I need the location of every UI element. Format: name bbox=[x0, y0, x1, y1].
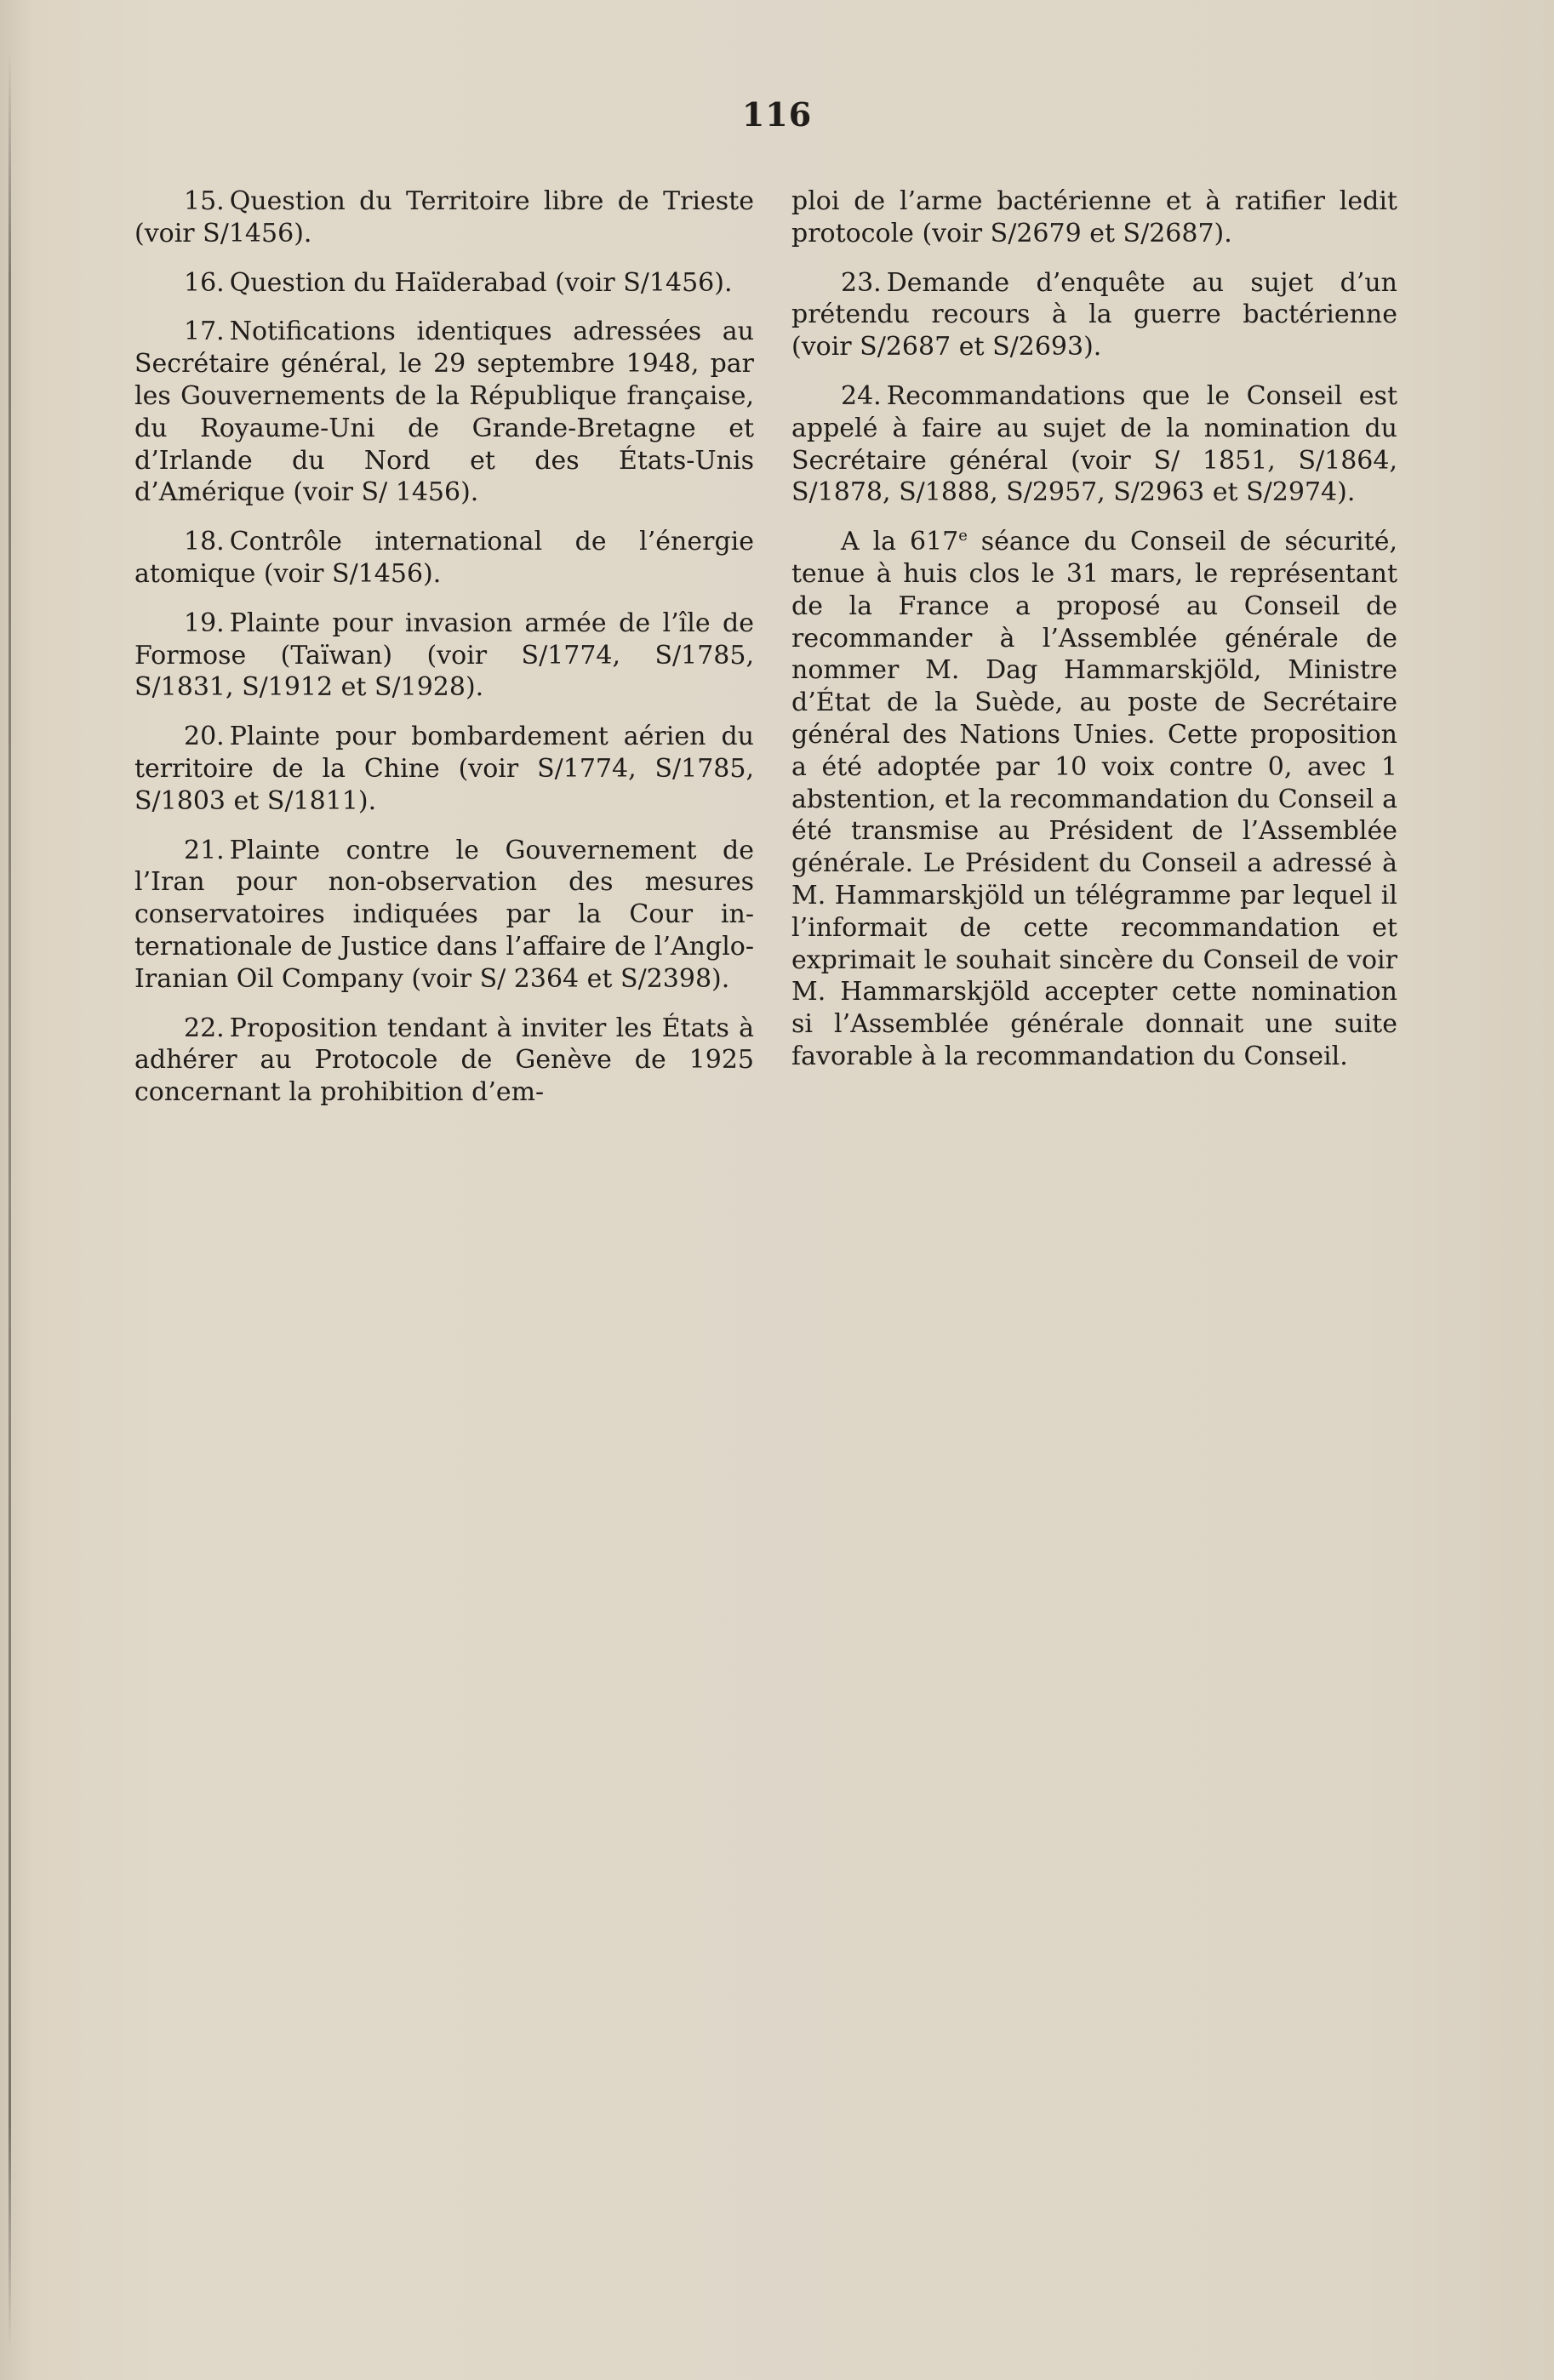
item-text: Plainte contre le Gouvernement de l’Iran pour non-observation des mesures conservatoires indiquées par la Cour internationale de Justice dans l’affaire de l’Anglo-Iranian Oil Company (voir S/ 2364 et S/2398). bbox=[134, 835, 754, 994]
list-item bbox=[791, 267, 1397, 363]
item-text: Notifications identiques adressées au Secrétaire général, le 29 septembre 1948, par les Gouvernements de la République française, du Royaume-Uni de Grande-Bretagne et d’Irlande du Nord et des États-Unis d’Amérique (voir S/ 1456). bbox=[134, 317, 754, 508]
list-item bbox=[134, 185, 754, 250]
list-item bbox=[134, 316, 754, 509]
item-text: Proposition tendant à inviter les États à adhérer au Protocole de Genève de 1925 concernant la prohibition d’em- bbox=[134, 1013, 754, 1108]
right-column bbox=[791, 185, 1397, 1073]
item-number: 17. bbox=[184, 317, 225, 347]
closing-text: séance du Conseil de sécurité, tenue à huis clos le 31 mars, le représentant de la France a proposé au Conseil de recommander à l’Assemblée générale de nommer M. Dag Hammarskjöld, Ministre d’État de la Suède, au poste de Secrétaire général des Nations Unies. Cette proposition a été adoptée par 10 voix contre 0, avec 1 abstention, et la recommandation du Conseil a été transmise au Président de l’Assemblée générale. Le Président du Conseil a adressé à M. Hammarskjöld un télégramme par lequel il l’informait de cette recommandation et exprimait le souhait sincère du Conseil de voir M. Hammarskjöld accepter cette nomination si l’Assemblée générale donnait une suite favorable à la recommandation du Conseil. bbox=[791, 527, 1397, 1071]
list-item bbox=[134, 721, 754, 817]
list-item bbox=[134, 608, 754, 704]
list-item bbox=[791, 380, 1397, 509]
item-text: Plainte pour invasion armée de l’île de Formose (Taïwan) (voir S/1774, S/1785, S/1831, S/1912 et S/1928). bbox=[134, 608, 754, 703]
list-item bbox=[134, 267, 754, 300]
item-number: 16. bbox=[184, 267, 225, 298]
list-item bbox=[134, 526, 754, 591]
item-text: Contrôle international de l’énergie atomique (voir S/1456). bbox=[134, 527, 754, 589]
list-item bbox=[134, 1013, 754, 1109]
item-text: Question du Territoire libre de Trieste (voir S/1456). bbox=[134, 186, 754, 248]
binding-edge bbox=[9, 51, 11, 2349]
item-number: 22. bbox=[184, 1013, 225, 1043]
left-column bbox=[134, 185, 754, 1126]
continuation-text: ploi de l’arme bactérienne et à ratifier ledit protocole (voir S/2679 et S/2687). bbox=[791, 186, 1397, 248]
item-text: Recommandations que le Conseil est appelé à faire au sujet de la nomination du Secrétaire général (voir S/ 1851, S/1864, S/1878, S/1888, S/2957, S/2963 et S/2974). bbox=[791, 380, 1397, 508]
page-number: 116 bbox=[741, 95, 813, 134]
item-number: 15. bbox=[184, 186, 225, 216]
closing-paragraph bbox=[791, 526, 1397, 1073]
item-text: Demande d’enquête au sujet d’un prétendu recours à la guerre bactérienne (voir S/2687 et S/2693). bbox=[791, 267, 1397, 362]
item-number: 18. bbox=[184, 527, 225, 557]
list-item bbox=[134, 835, 754, 996]
closing-prefix: A la 617 bbox=[841, 527, 959, 557]
item-number: 19. bbox=[184, 608, 225, 638]
item-text: Plainte pour bombardement aérien du territoire de la Chine (voir S/1774, S/1785, S/1803 et S/1811). bbox=[134, 722, 754, 816]
ordinal-superscript: e bbox=[958, 527, 968, 545]
item-number: 24. bbox=[841, 380, 882, 411]
item-number: 21. bbox=[184, 835, 225, 865]
item-text: Question du Haïderabad (voir S/1456). bbox=[229, 267, 733, 298]
item-number: 20. bbox=[184, 722, 225, 752]
item-number: 23. bbox=[841, 267, 882, 298]
